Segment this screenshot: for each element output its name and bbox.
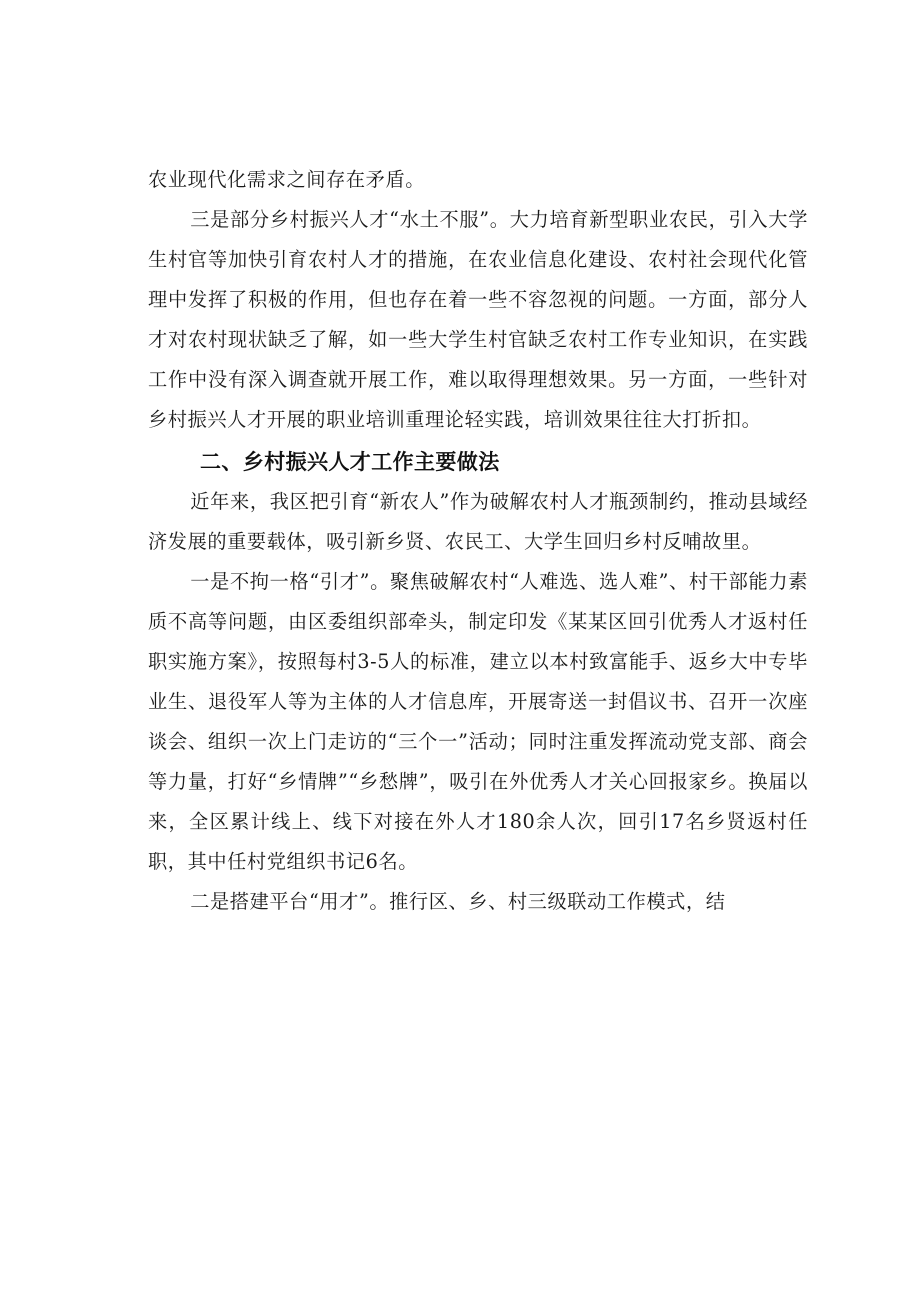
section-heading: 二、乡村振兴人才工作主要做法 (200, 450, 500, 474)
paragraph-talent-mismatch: 三是部分乡村振兴人才“水土不服”。大力培育新型职业农民，引入大学生村官等加快引育农村人才的措施，在农业信息化建设、农村社会现代化管理中发挥了积极的作用，但也存在着一些不容忽视的问题。一方面，部分人才对农村现状缺乏了解，如一些大学生村官缺乏农村工作专业知识，在实践工作中没有深入调查就开展工作，难以取得理想效果。另一方面，一些针对乡村振兴人才开展的职业培训重理论轻实践，培训效果往往大打折扣。 (148, 208, 808, 431)
paragraph-use-talent: 二是搭建平台“用才”。推行区、乡、村三级联动工作模式，结 (190, 890, 726, 913)
document-body (148, 160, 808, 922)
paragraph-continuation: 农业现代化需求之间存在矛盾。 (148, 168, 426, 191)
paragraph-recruit-talent: 一是不拘一格“引才”。聚焦破解农村“人难选、选人难”、村干部能力素质不高等问题，由区委组织部牵头，制定印发《某某区回引优秀人才返村任职实施方案》，按照每村3-5人的标准，建立以本村致富能手、返乡大中专毕业生、退役军人等为主体的人才信息库，开展寄送一封倡议书、召开一次座谈会、组织一次上门走访的“三个一”活动；同时注重发挥流动党支部、商会等力量，打好“乡情牌”“乡愁牌”，吸引在外优秀人才关心回报家乡。换届以来，全区累计线上、线下对接在外人才180余人次，回引17名乡贤返村任职，其中任村党组织书记6名。 (148, 570, 808, 873)
paragraph-intro: 近年来，我区把引育“新农人”作为破解农村人才瓶颈制约，推动县域经济发展的重要载体，吸引新乡贤、农民工、大学生回归乡村反哺故里。 (148, 490, 808, 553)
